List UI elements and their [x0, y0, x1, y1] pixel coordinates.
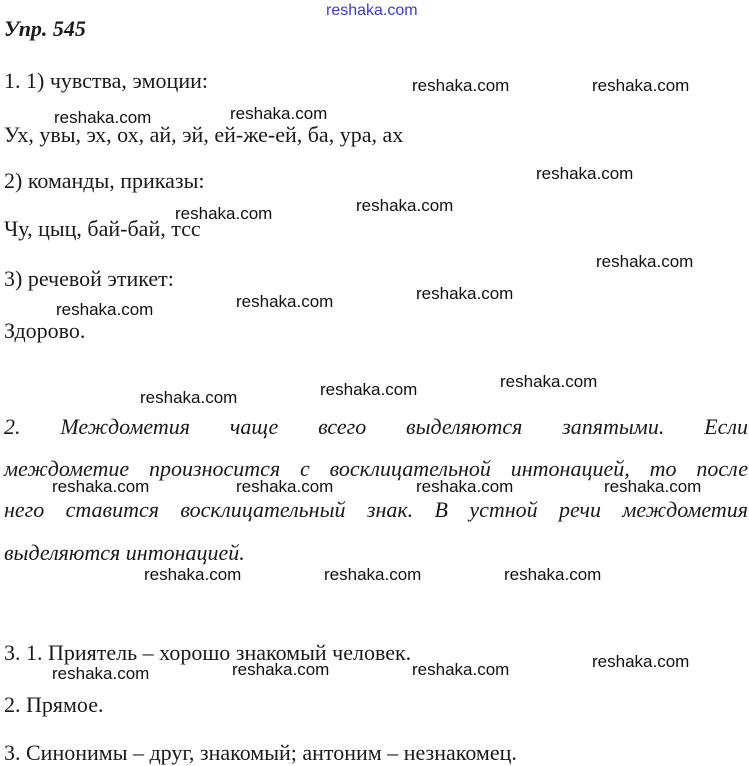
section1-answer-emotions: Ух, увы, эх, ох, ай, эй, ей-же-ей, ба, ура, ах	[4, 122, 404, 147]
watermark: reshaka.com	[604, 477, 702, 496]
watermark: reshaka.com	[56, 300, 154, 319]
watermark: reshaka.com	[230, 104, 328, 123]
watermark: reshaka.com	[416, 477, 514, 496]
section2-line-2: междометие произносится с восклицательной интонацией, то после	[4, 456, 748, 481]
section3-line-2: 2. Прямое.	[4, 692, 104, 717]
section1-heading-commands: 2) команды, приказы:	[4, 168, 205, 193]
watermark: reshaka.com	[52, 477, 150, 496]
watermark: reshaka.com	[232, 660, 330, 679]
watermark: reshaka.com	[320, 380, 418, 399]
watermark: reshaka.com	[592, 652, 690, 671]
section1-answer-etiquette: Здорово.	[4, 318, 86, 343]
watermark: reshaka.com	[324, 565, 422, 584]
watermark: reshaka.com	[236, 477, 334, 496]
watermark: reshaka.com	[416, 284, 514, 303]
section3-line-3: 3. Синонимы – друг, знакомый; антоним – незнакомец.	[4, 740, 517, 765]
watermark: reshaka.com	[52, 664, 150, 683]
watermark: reshaka.com	[592, 76, 690, 95]
watermark: reshaka.com	[536, 164, 634, 183]
watermark: reshaka.com	[412, 76, 510, 95]
watermark: reshaka.com	[140, 388, 238, 407]
watermark: reshaka.com	[175, 204, 273, 223]
exercise-title: Упр. 545	[4, 16, 86, 41]
section3-line-1: 3. 1. Приятель – хорошо знакомый человек.	[4, 640, 412, 665]
section2-line-4: выделяются интонацией.	[4, 540, 245, 565]
section1-answer-commands: Чу, цыц, бай-бай, тсс	[4, 216, 201, 241]
watermark: reshaka.com	[504, 565, 602, 584]
watermark: reshaka.com	[596, 252, 694, 271]
section2-line-1: 2. Междометия чаще всего выделяются запятыми. Если	[4, 414, 748, 439]
watermark: reshaka.com	[412, 660, 510, 679]
watermark: reshaka.com	[144, 565, 242, 584]
watermark: reshaka.com	[54, 108, 152, 127]
section2-line-3: него ставится восклицательный знак. В устной речи междометия	[4, 497, 748, 522]
section1-heading-emotions: 1. 1) чувства, эмоции:	[4, 68, 208, 93]
section1-heading-etiquette: 3) речевой этикет:	[4, 266, 174, 291]
site-header-link[interactable]: reshaka.com	[326, 2, 418, 19]
watermark: reshaka.com	[500, 372, 598, 391]
watermark: reshaka.com	[236, 292, 334, 311]
watermark: reshaka.com	[356, 196, 454, 215]
